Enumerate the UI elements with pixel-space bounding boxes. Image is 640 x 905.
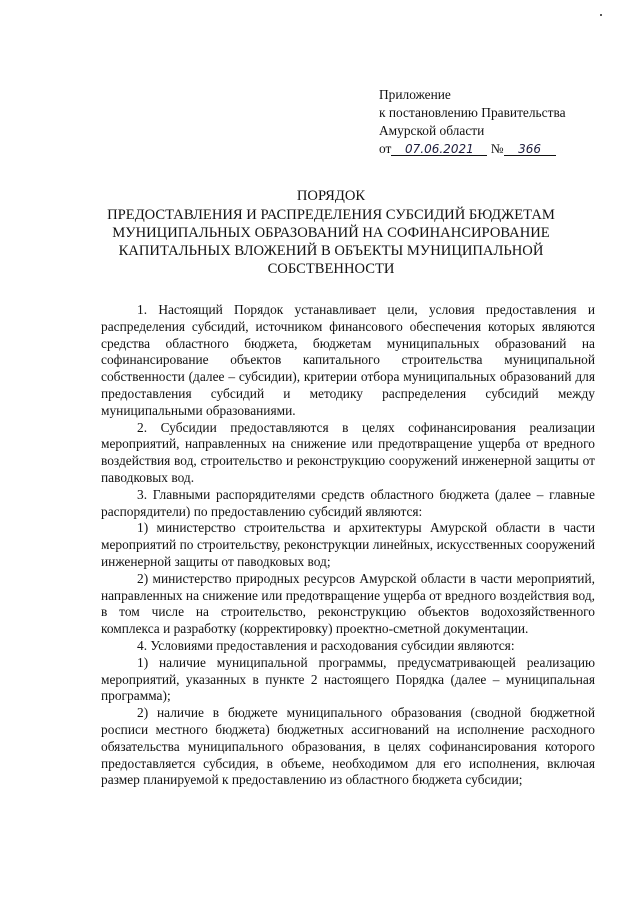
document-body xyxy=(101,302,595,789)
appendix-date-line xyxy=(379,140,566,158)
appendix-line-3: Амурской области xyxy=(379,123,485,138)
paragraph-2: 2. Субсидии предоставляются в целях софинансирования реализации мероприятий, направленных на снижение или предотвращение ущерба от вредного воздействия вод, строительство и реконструкцию сооружений инженерной защиты от паводковых вод. xyxy=(101,419,595,485)
number-prefix: № xyxy=(490,141,504,156)
title-heading: ПОРЯДОК xyxy=(296,188,366,204)
handwritten-date: 07.06.2021 xyxy=(405,142,474,156)
appendix-block xyxy=(379,86,566,158)
document-title xyxy=(96,187,566,278)
paragraph-3-item-1: 1) министерство строительства и архитектуры Амурской области в части мероприятий по строительству, реконструкции линейных, искусственных сооружений инженерной защиты от паводковых вод; xyxy=(101,520,595,569)
date-prefix: от xyxy=(379,141,392,156)
paragraph-1: 1. Настоящий Порядок устанавливает цели, условия предоставления и распределения субсидий, источником финансового обеспечения которых являются средства областного бюджета, бюджетам муниципальных образований на софинансирование объектов капитального строительства муниципальной собственности (далее – субсидии), критерии отбора муниципальных образований для предоставления субсидий и методику распределения субсидий между муниципальными образованиями. xyxy=(101,302,595,418)
appendix-line-1: Приложение xyxy=(379,87,451,102)
date-field xyxy=(391,140,487,156)
handwritten-number: 366 xyxy=(518,142,541,156)
scan-speck xyxy=(600,14,602,16)
paragraph-3-item-2: 2) министерство природных ресурсов Амурской области в части мероприятий, направленных на снижение или предотвращение ущерба от вредного воздействия вод, в том числе на строительство, реконструкцию объектов водохозяйственного комплекса и разработку (корректировку) проектно-сметной документации. xyxy=(101,570,595,637)
paragraph-4-item-2: 2) наличие в бюджете муниципального образования (сводной бюджетной росписи местного бюджета) бюджетных ассигнований на исполнение расходного обязательства муниципального образования, в целях софинансирования которого предоставляется субсидия, в объеме, необходимом для его исполнения, включая размер планируемой к предоставлению из областного бюджета субсидии; xyxy=(101,705,595,788)
appendix-line-2: к постановлению Правительства xyxy=(379,105,566,120)
number-field xyxy=(504,140,556,156)
paragraph-3: 3. Главными распорядителями средств областного бюджета (далее – главные распорядители) по предоставлению субсидий являются: xyxy=(101,486,595,519)
paragraph-4-item-1: 1) наличие муниципальной программы, предусматривающей реализацию мероприятий, указанных в пункте 2 настоящего Порядка (далее – муниципальная программа); xyxy=(101,654,595,704)
title-subheading: ПРЕДОСТАВЛЕНИЯ И РАСПРЕДЕЛЕНИЯ СУБСИДИЙ БЮДЖЕТАМ МУНИЦИПАЛЬНЫХ ОБРАЗОВАНИЙ НА СОФИНАНСИРОВАНИЕ КАПИТАЛЬНЫХ ВЛОЖЕНИЙ В ОБЪЕКТЫ МУНИЦИПАЛЬНОЙ СОБСТВЕННОСТИ xyxy=(107,207,555,277)
paragraph-4: 4. Условиями предоставления и расходования субсидии являются: xyxy=(137,637,515,653)
